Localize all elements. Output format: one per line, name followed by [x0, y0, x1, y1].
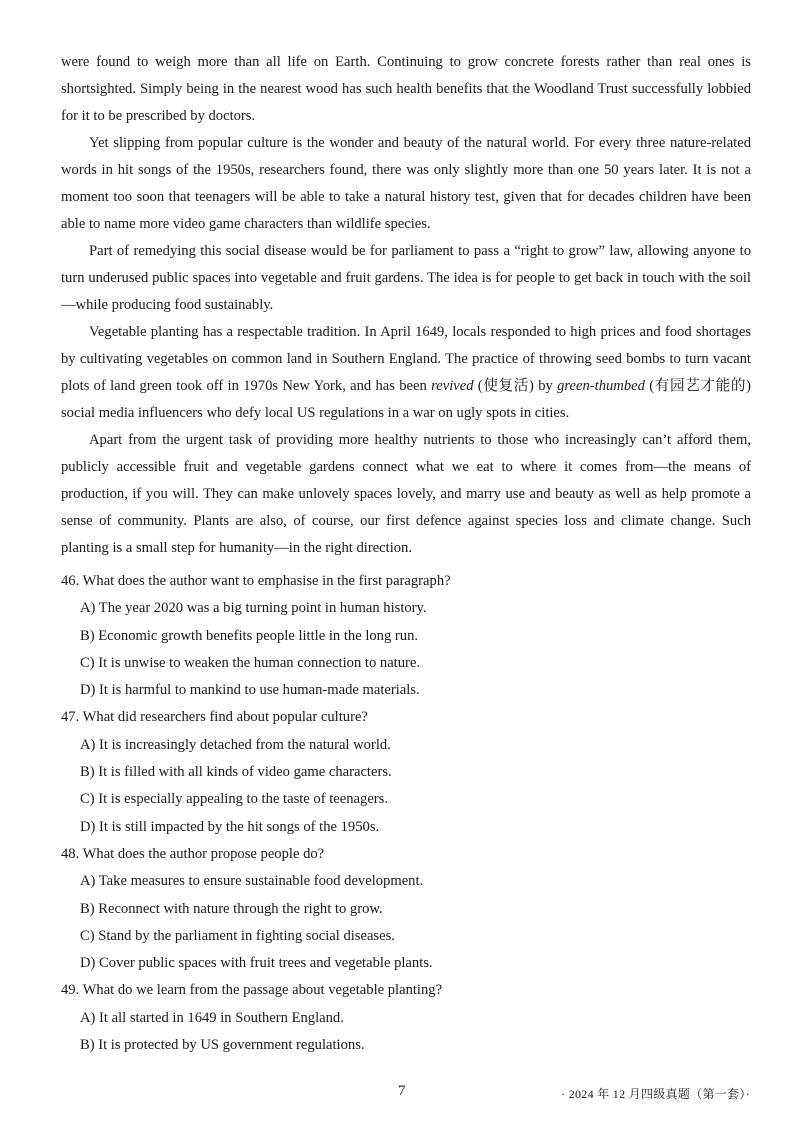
answer-option: C) Stand by the parliament in fighting social diseases.	[80, 927, 395, 944]
paragraph-4-text: Vegetable planting has a respectable tradition. In April 1649, locals responded to high prices and food shortages by cultivating vegetables on common land in Southern England. The practice of throwing seed bombs to turn vacant plots of land green took off in 1970s New York, and has been	[61, 324, 751, 394]
question-stem: 46. What does the author want to emphasise in the first paragraph?	[61, 573, 451, 589]
gloss-green-thumbed: (有园艺才能的) social media influencers who defy local US regulations in a war on ugly spots in cities.	[61, 378, 752, 421]
question-list	[61, 568, 751, 1059]
reading-passage	[61, 49, 751, 562]
exam-label: · 2024 年 12 月四级真题（第一套）·	[561, 1087, 750, 1101]
answer-option: C) It is unwise to weaken the human connection to nature.	[80, 654, 421, 671]
passage-paragraph-2: Yet slipping from popular culture is the wonder and beauty of the natural world. For every three nature-related words in hit songs of the 1950s, researchers found, there was only slightly more than one 50 years later. It is not a moment too soon that teenagers will be able to take a natural history test, given that for decades children have been able to name more video game characters than wildlife species.	[61, 135, 751, 232]
page-number: 7	[398, 1083, 406, 1099]
gloss-revived: (使复活) by	[473, 378, 558, 394]
term-green-thumbed: green-thumbed	[557, 378, 645, 394]
answer-option: B) Reconnect with nature through the right to grow.	[80, 900, 383, 917]
question-stem: 47. What did researchers find about popular culture?	[61, 709, 368, 726]
answer-option: C) It is especially appealing to the taste of teenagers.	[80, 791, 388, 808]
question-47	[61, 704, 751, 840]
answer-option: A) It all started in 1649 in Southern England.	[80, 1009, 344, 1026]
passage-paragraph-3: Part of remedying this social disease would be for parliament to pass a “right to grow” law, allowing anyone to turn underused public spaces into vegetable and fruit gardens. The idea is for people to get back in touch with the soil—while producing food sustainably.	[61, 243, 751, 313]
answer-option: B) Economic growth benefits people little in the long run.	[80, 627, 419, 644]
question-46	[61, 568, 751, 704]
answer-option: D) It is harmful to mankind to use human-made materials.	[80, 682, 420, 699]
passage-paragraph-4	[61, 319, 751, 427]
question-stem: 49. What do we learn from the passage about vegetable planting?	[61, 982, 443, 999]
answer-option: B) It is protected by US government regulations.	[80, 1037, 365, 1054]
question-49	[61, 977, 751, 1059]
answer-option: A) Take measures to ensure sustainable food development.	[80, 873, 424, 890]
answer-option: D) Cover public spaces with fruit trees and vegetable plants.	[80, 955, 433, 972]
question-48	[61, 841, 751, 977]
passage-paragraph-1: were found to weigh more than all life on Earth. Continuing to grow concrete forests rather than real ones is shortsighted. Simply being in the nearest wood has such health benefits that the Woodland Trust successfully lobbied for it to be prescribed by doctors.	[61, 54, 751, 124]
answer-option: B) It is filled with all kinds of video game characters.	[80, 764, 392, 781]
question-stem: 48. What does the author propose people do?	[61, 845, 325, 862]
answer-option: A) The year 2020 was a big turning point in human history.	[80, 600, 427, 617]
term-revived: revived	[431, 378, 474, 394]
answer-option: A) It is increasingly detached from the natural world.	[80, 736, 391, 753]
passage-paragraph-5: Apart from the urgent task of providing more healthy nutrients to those who increasingly can’t afford them, publicly accessible fruit and vegetable gardens connect what we eat to where it comes from—the means of production, if you will. They can make unlovely spaces lovely, and marry use and beauty as well as help promote a sense of community. Plants are also, of course, our first defence against species loss and climate change. Such planting is a small step for humanity—in the right direction.	[61, 432, 751, 556]
answer-option: D) It is still impacted by the hit songs of the 1950s.	[80, 818, 380, 835]
